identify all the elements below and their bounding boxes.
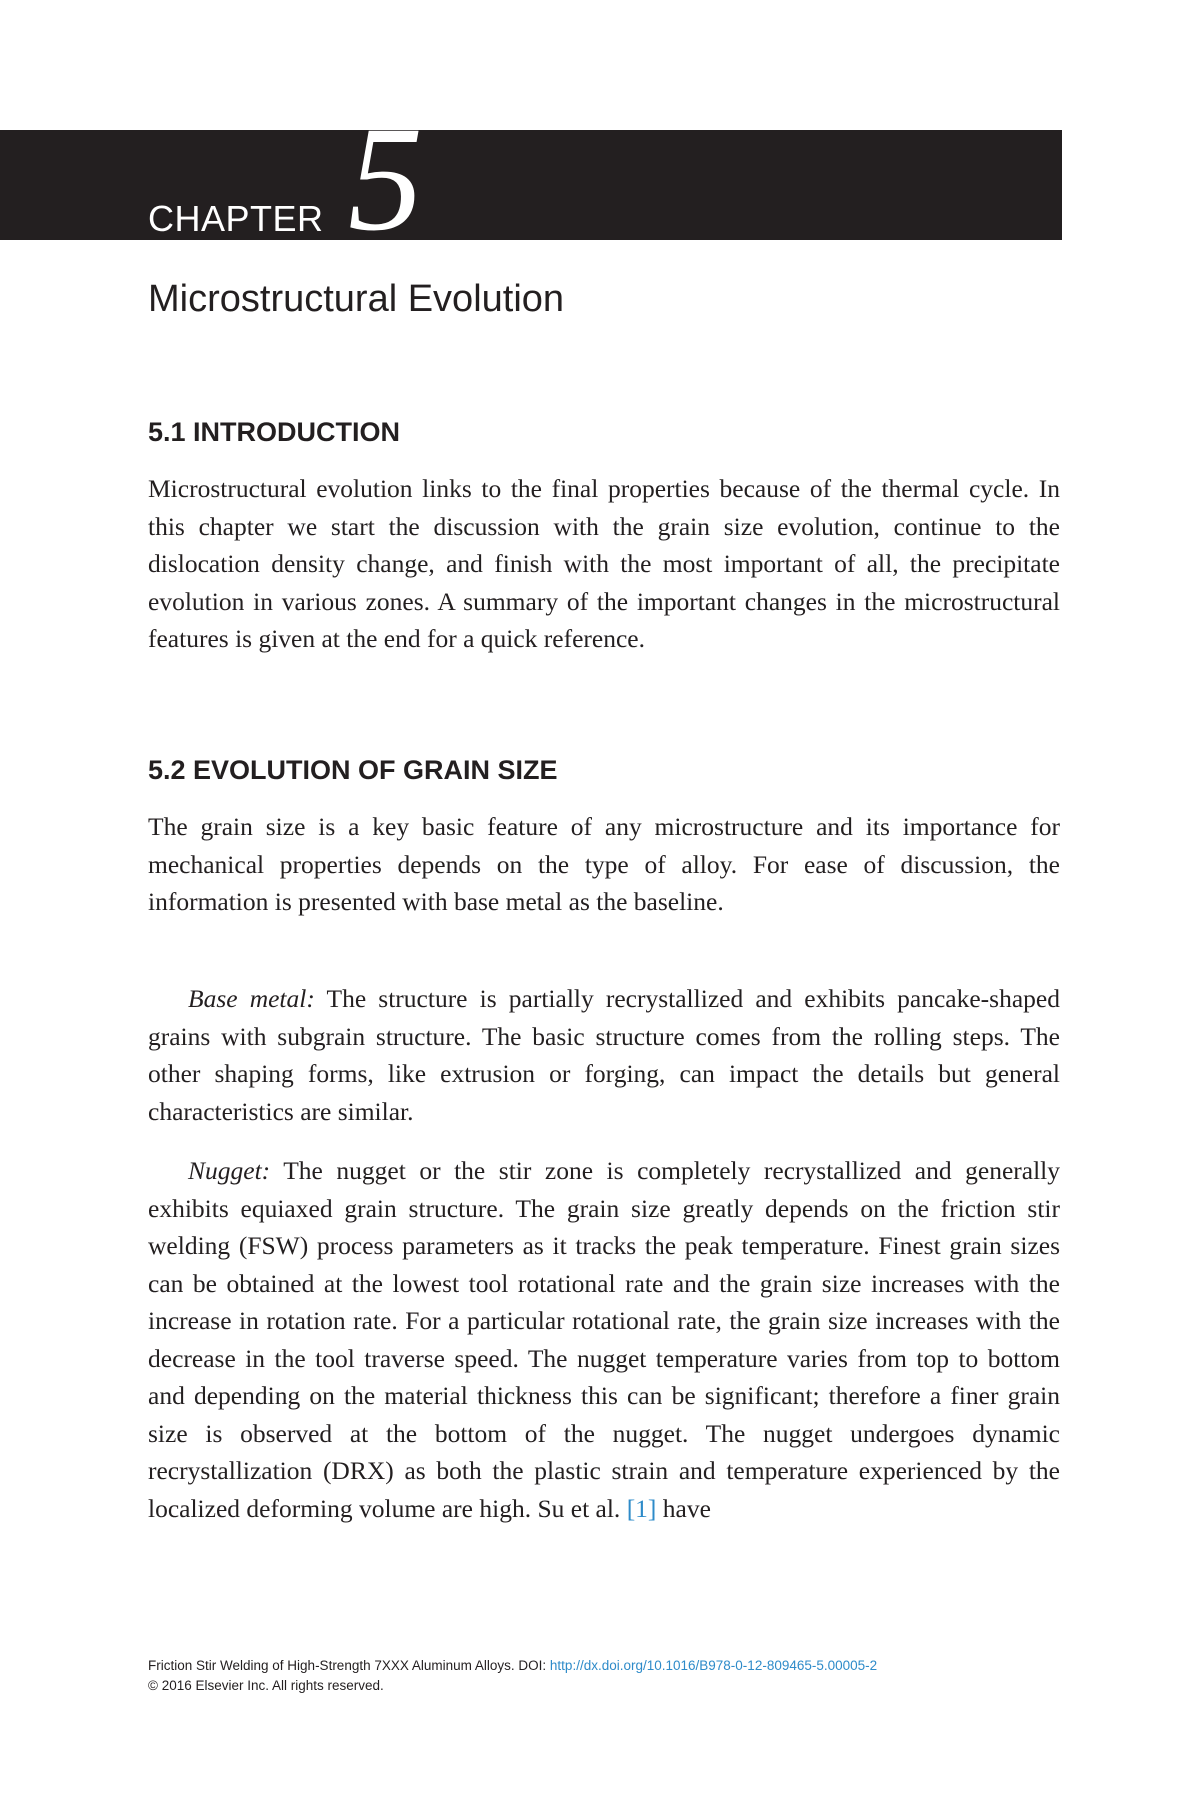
copyright-line: © 2016 Elsevier Inc. All rights reserved. — [148, 1678, 384, 1693]
citation-text: Friction Stir Welding of High-Strength 7XXX Aluminum Alloys. DOI: — [148, 1658, 550, 1673]
doi-link[interactable]: http://dx.doi.org/10.1016/B978-0-12-809465-5.00005-2 — [549, 1658, 878, 1673]
citation-line — [148, 1656, 1060, 1676]
chapter-title: Microstructural Evolution — [148, 278, 565, 320]
introduction-paragraph: Microstructural evolution links to the final properties because of the thermal cycle. In this chapter we start the discussion with the grain size evolution, continue to the dislocation density change, and finish with the most important of all, the precipitate evolution in various zones. A summary of the important changes in the microstructural features is given at the end for a quick reference. — [148, 474, 1060, 653]
grain-size-paragraph: The grain size is a key basic feature of any microstructure and its importance for mechanical properties depends on the type of alloy. For ease of discussion, the information is presented with base metal as the baseline. — [148, 812, 1060, 916]
section-heading-grain-size: 5.2 EVOLUTION OF GRAIN SIZE — [148, 755, 558, 785]
section-heading-introduction: 5.1 INTRODUCTION — [148, 417, 401, 447]
nugget-paragraph — [148, 1152, 1060, 1527]
chapter-label: CHAPTER — [148, 198, 324, 239]
reference-link[interactable]: [1] — [626, 1493, 657, 1523]
page-footer — [148, 1656, 1060, 1696]
nugget-tail: have — [656, 1493, 711, 1523]
nugget-text: The nugget or the stir zone is completely recrystallized and generally exhibits equiaxed grain structure. The grain size greatly depends on the friction stir welding (FSW) process parameters as it tracks the peak temperature. Finest grain sizes can be obtained at the lowest tool rotational rate and the grain size increases with the increase in rotation rate. For a particular rotational rate, the grain size increases with the decrease in the tool traverse speed. The nugget temperature varies from top to bottom and depending on the material thickness this can be significant; therefore a finer grain size is observed at the bottom of the nugget. The nugget undergoes dynamic recrystallization (DRX) as both the plastic strain and temperature experienced by the localized deforming volume are high. Su et al. — [148, 1156, 1060, 1523]
nugget-term: Nugget: — [188, 1156, 271, 1185]
base-metal-term: Base metal: — [188, 984, 315, 1013]
chapter-number: 5 — [348, 96, 423, 262]
base-metal-paragraph — [148, 980, 1060, 1130]
base-metal-text: The structure is partially recrystallized and exhibits pancake-shaped grains with subgrain structure. The basic structure comes from the rolling steps. The other shaping forms, like extrusion or forging, can impact the details but general characteristics are similar. — [148, 984, 1060, 1126]
